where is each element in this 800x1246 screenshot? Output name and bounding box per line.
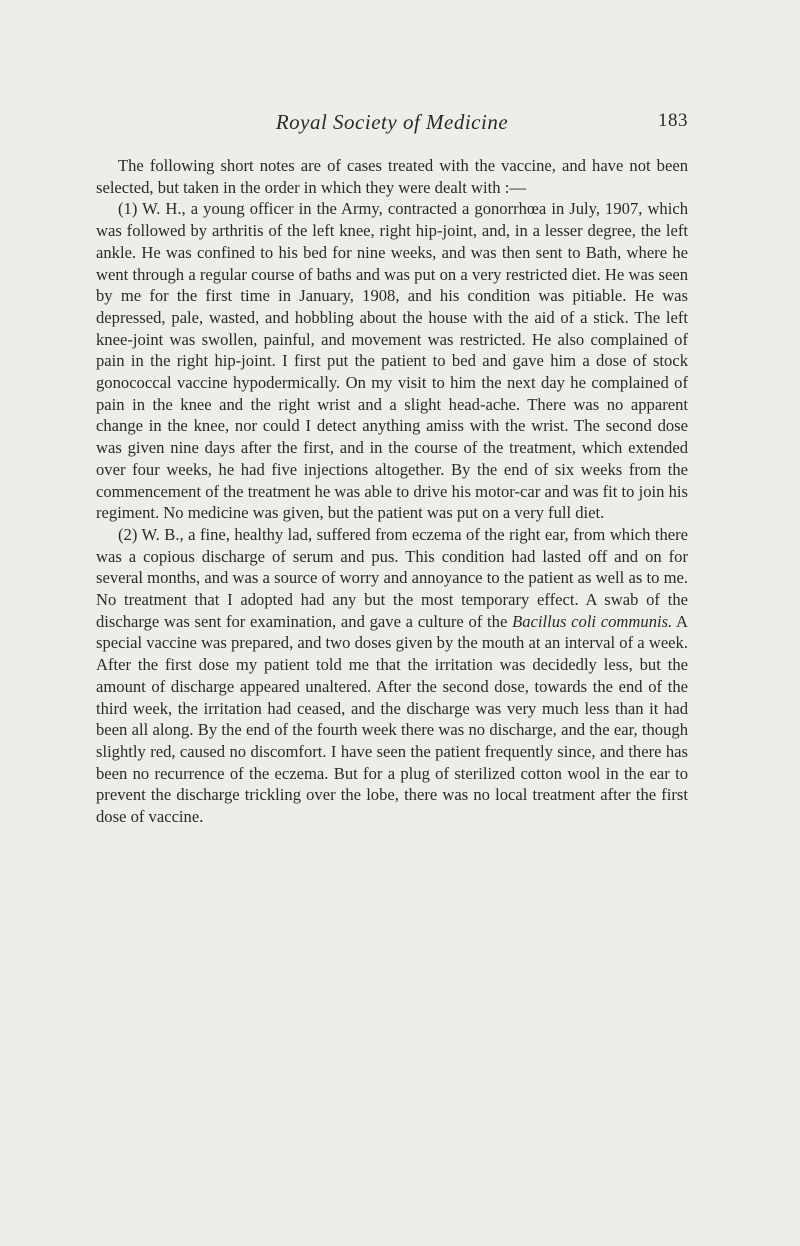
- bacillus-name: Bacillus coli communis.: [512, 611, 673, 631]
- paragraph-case-2: [96, 524, 688, 828]
- paragraph-intro: [96, 155, 688, 198]
- paragraph-case-2-text-after: A special vaccine was prepared, and two doses given by the mouth at an interval of a week. After the first dose my patient told me that the irritation was decidedly less, but the amount of discharge appeared unaltered. After the second dose, towards the end of the third week, the irritation had ceased, and the discharge was very much less than it had been all along. By the end of the fourth week there was no discharge, and the ear, though slightly red, caused no discomfort. I have seen the patient frequently since, and there has been no recurrence of the eczema. But for a plug of sterilized cotton wool in the ear to prevent the discharge trickling over the lobe, there was no local treatment after the first dose of vaccine.: [96, 611, 689, 827]
- paragraph-case-1-text: (1) W. H., a young officer in the Army, contracted a gonorrhœa in July, 1907, which was followed by arthritis of the left knee, right hip-joint, and, in a lesser degree, the left ankle. He was confined to his bed for nine weeks, and was then sent to Bath, where he went through a regular course of baths and was put on a very restricted diet. He was seen by me for the first time in January, 1908, and his condition was pitiable. He was depressed, pale, wasted, and hobbling about the house with the aid of a stick. The left knee-joint was swollen, painful, and movement was restricted. He also complained of pain in the right hip-joint. I first put the patient to bed and gave him a dose of stock gonococcal vaccine hypodermically. On my visit to him the next day he complained of pain in the knee and the right wrist and a slight head-ache. There was no apparent change in the knee, nor could I detect anything amiss with the wrist. The second dose was given nine days after the first, and in the course of the treatment, which extended over four weeks, he had five injections altogether. By the end of six weeks from the commencement of the treatment he was able to drive his motor-car and was fit to join his regiment. No medicine was given, but the patient was put on a very full diet.: [96, 199, 688, 523]
- paragraph-intro-text: The following short notes are of cases treated with the vaccine, and have not been selected, but taken in the order in which they were dealt with :—: [96, 156, 688, 197]
- page-number: 183: [658, 110, 688, 131]
- running-title: Royal Society of Medicine: [275, 110, 509, 134]
- body-text: [96, 155, 688, 828]
- paragraph-case-2-text-before: (2) W. B., a fine, healthy lad, suffered from eczema of the right ear, from which there was a copious discharge of serum and pus. This condition had lasted off and on for several months, and was a source of worry and annoyance to the patient as well as to me. No treatment that I adopted had any but the most temporary effect. A swab of the discharge was sent for examination, and gave a culture of the: [96, 524, 688, 631]
- paragraph-case-1: [96, 198, 688, 524]
- page-header: [96, 110, 688, 136]
